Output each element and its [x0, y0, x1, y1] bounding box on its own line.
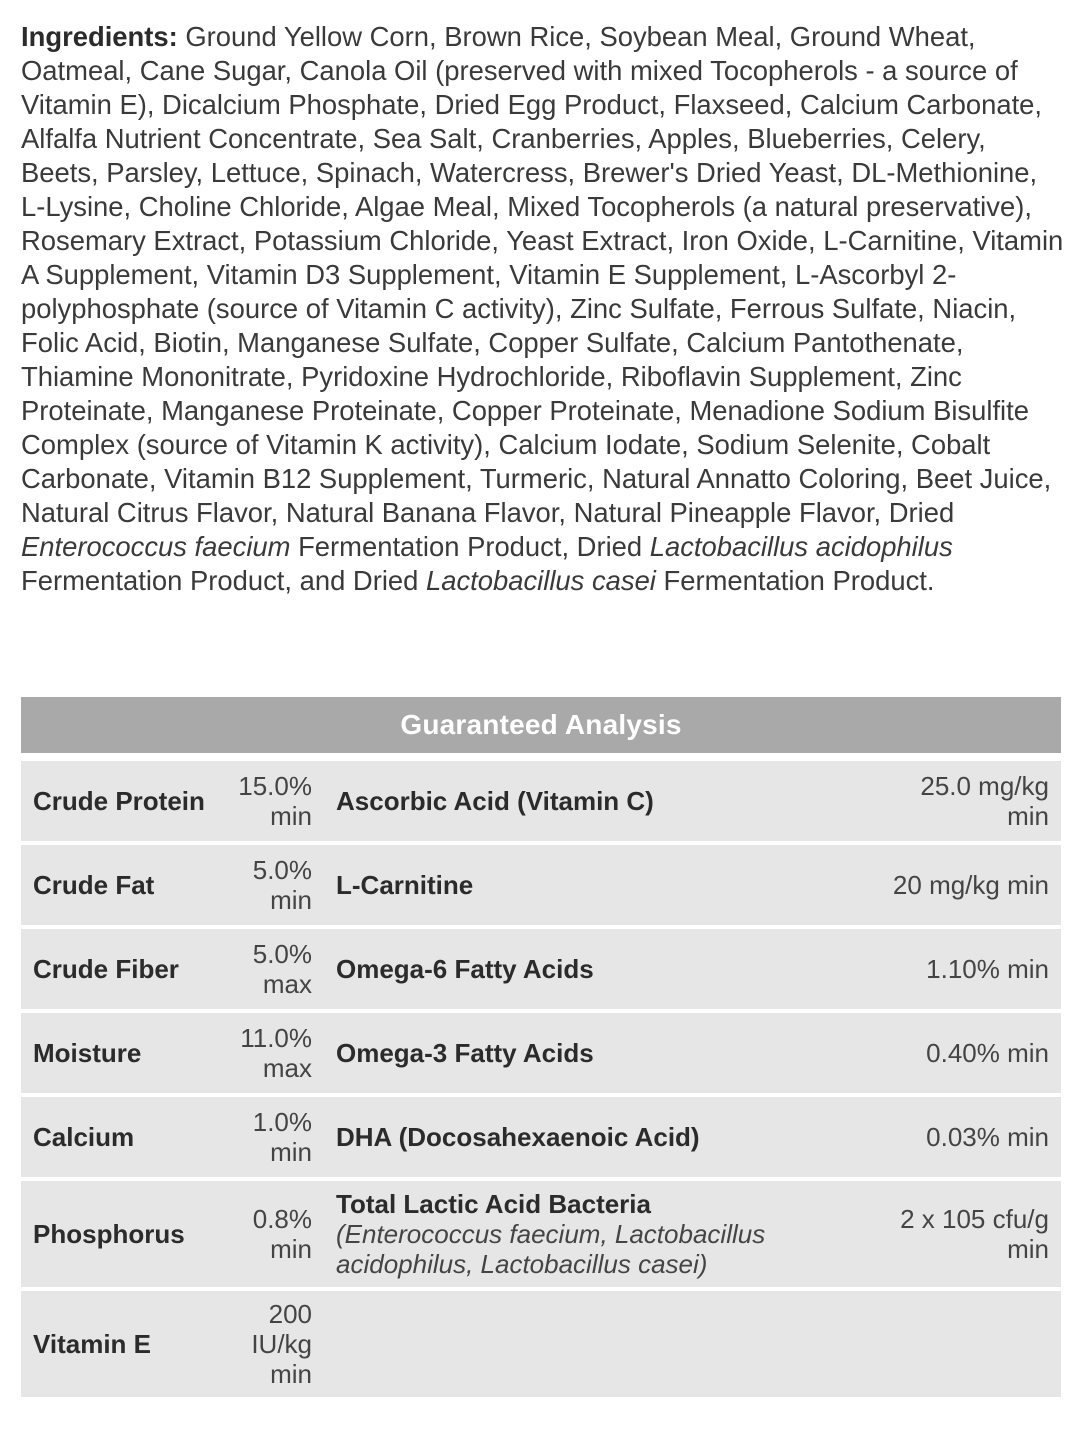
ingredient-species-3: Lactobacillus casei	[425, 565, 656, 596]
ingredients-text-2: Fermentation Product, Dried	[290, 531, 650, 562]
nutrient-value: 25.0 mg/kg min	[879, 757, 1061, 841]
nutrient-name: L-Carnitine	[324, 841, 879, 925]
nutrient-name: Phosphorus	[21, 1177, 224, 1287]
nutrient-name: Crude Protein	[21, 757, 224, 841]
nutrient-name: Vitamin E	[21, 1287, 224, 1397]
table-row	[21, 1093, 1061, 1177]
table-row	[21, 1177, 1061, 1287]
nutrient-value: 0.03% min	[879, 1093, 1061, 1177]
guaranteed-analysis-table	[21, 697, 1061, 1397]
nutrient-value: 200 IU/kg min	[224, 1287, 324, 1397]
nutrient-name: Total Lactic Acid Bacteria	[336, 1189, 651, 1219]
ingredients-paragraph	[21, 20, 1066, 598]
nutrient-value: 0.40% min	[879, 1009, 1061, 1093]
table-row	[21, 841, 1061, 925]
table-row	[21, 1287, 1061, 1397]
nutrient-value: 5.0% max	[224, 925, 324, 1009]
ingredient-species-2: Lactobacillus acidophilus	[649, 531, 953, 562]
nutrient-name: Ascorbic Acid (Vitamin C)	[324, 757, 879, 841]
nutrient-value: 11.0% max	[224, 1009, 324, 1093]
empty-cell	[879, 1287, 1061, 1397]
ingredients-text-3: Fermentation Product, and Dried	[21, 565, 426, 596]
guaranteed-analysis-title: Guaranteed Analysis	[21, 697, 1061, 753]
nutrient-value: 1.10% min	[879, 925, 1061, 1009]
nutrient-name: Crude Fat	[21, 841, 224, 925]
nutrient-subtext: (Enterococcus faecium, Lactobacillus acidophilus, Lactobacillus casei)	[336, 1219, 766, 1279]
nutrient-value: 5.0% min	[224, 841, 324, 925]
nutrient-value: 1.0% min	[224, 1093, 324, 1177]
nutrient-name: Calcium	[21, 1093, 224, 1177]
nutrient-name: Moisture	[21, 1009, 224, 1093]
nutrient-name: DHA (Docosahexaenoic Acid)	[324, 1093, 879, 1177]
ingredients-text: Ground Yellow Corn, Brown Rice, Soybean Meal, Ground Wheat, Oatmeal, Cane Sugar, Canola Oil (preserved with mixed Tocopherols - a source of Vitamin E), Dicalcium Phosphate, Dried Egg Product, Flaxseed, Calcium Carbonate, Alfalfa Nutrient Concentrate, Sea Salt, Cranberries, Apples, Blueberries, Celery, Beets, Parsley, Lettuce, Spinach, Watercress, Brewer's Dried Yeast, DL-Methionine, L-Lysine, Choline Chloride, Algae Meal, Mixed Tocopherols (a natural preservative), Rosemary Extract, Potassium Chloride, Yeast Extract, Iron Oxide, L-Carnitine, Vitamin A Supplement, Vitamin D3 Supplement, Vitamin E Supplement, L-Ascorbyl 2-polyphosphate (source of Vitamin C activity), Zinc Sulfate, Ferrous Sulfate, Niacin, Folic Acid, Biotin, Manganese Sulfate, Copper Sulfate, Calcium Pantothenate, Thiamine Mononitrate, Pyridoxine Hydrochloride, Riboflavin Supplement, Zinc Proteinate, Manganese Proteinate, Copper Proteinate, Menadione Sodium Bisulfite Complex (source of Vitamin K activity), Calcium Iodate, Sodium Selenite, Cobalt Carbonate, Vitamin B12 Supplement, Turmeric, Natural Annatto Coloring, Beet Juice, Natural Citrus Flavor, Natural Banana Flavor, Natural Pineapple Flavor, Dried	[21, 21, 1064, 528]
nutrient-name: Crude Fiber	[21, 925, 224, 1009]
nutrient-value: 2 x 105 cfu/g min	[879, 1177, 1061, 1287]
nutrient-value: 15.0% min	[224, 757, 324, 841]
table-row	[21, 925, 1061, 1009]
nutrient-value: 0.8% min	[224, 1177, 324, 1287]
nutrient-name-cell	[324, 1177, 879, 1287]
ingredients-text-4: Fermentation Product.	[655, 565, 935, 596]
nutrient-name: Omega-3 Fatty Acids	[324, 1009, 879, 1093]
ingredient-species-1: Enterococcus faecium	[21, 531, 291, 562]
nutrient-value: 20 mg/kg min	[879, 841, 1061, 925]
ingredients-label: Ingredients:	[21, 21, 178, 52]
table-row	[21, 757, 1061, 841]
nutrient-name: Omega-6 Fatty Acids	[324, 925, 879, 1009]
empty-cell	[324, 1287, 879, 1397]
table-row	[21, 1009, 1061, 1093]
